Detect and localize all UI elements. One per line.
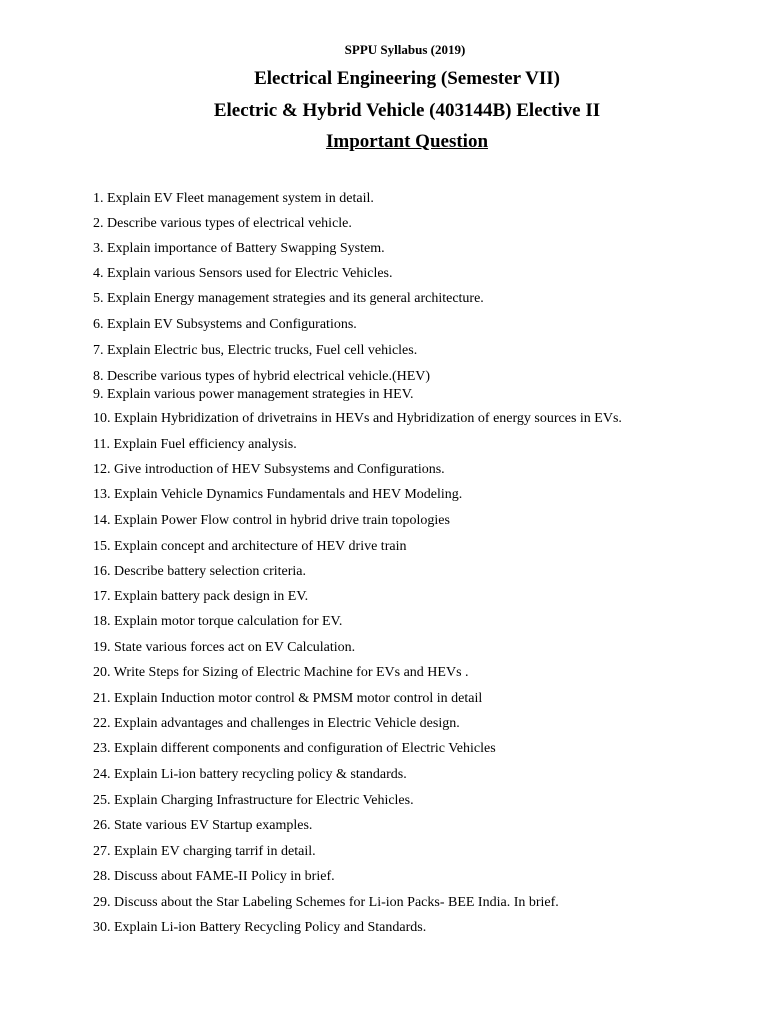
course-title: Electrical Engineering (Semester VII) <box>254 68 560 89</box>
question-item: 27. Explain EV charging tarrif in detail. <box>93 844 316 859</box>
question-item: 25. Explain Charging Infrastructure for Electric Vehicles. <box>93 793 414 808</box>
question-item: 3. Explain importance of Battery Swapping System. <box>93 241 385 256</box>
question-item: 14. Explain Power Flow control in hybrid drive train topologies <box>93 513 450 528</box>
question-item: 12. Give introduction of HEV Subsystems and Configurations. <box>93 462 445 477</box>
question-item: 11. Explain Fuel efficiency analysis. <box>93 437 297 452</box>
section-heading: Important Question <box>325 131 489 152</box>
question-item: 15. Explain concept and architecture of HEV drive train <box>93 539 407 554</box>
question-item: 26. State various EV Startup examples. <box>93 818 313 833</box>
question-item: 23. Explain different components and configuration of Electric Vehicles <box>93 741 496 756</box>
question-item: 9. Explain various power management strategies in HEV. <box>93 387 414 402</box>
question-item: 24. Explain Li-ion battery recycling policy & standards. <box>93 767 407 782</box>
subject-title: Electric & Hybrid Vehicle (403144B) Elective II <box>213 100 601 121</box>
question-item: 22. Explain advantages and challenges in Electric Vehicle design. <box>93 716 460 731</box>
question-item: 30. Explain Li-ion Battery Recycling Policy and Standards. <box>93 920 427 935</box>
question-item: 8. Describe various types of hybrid electrical vehicle.(HEV) <box>93 369 431 384</box>
question-item: 19. State various forces act on EV Calculation. <box>93 640 356 655</box>
syllabus-label: SPPU Syllabus (2019) <box>344 42 466 57</box>
question-item: 6. Explain EV Subsystems and Configurations. <box>93 317 357 332</box>
question-item: 1. Explain EV Fleet management system in detail. <box>93 191 374 206</box>
question-item: 16. Describe battery selection criteria. <box>93 564 307 579</box>
question-item: 29. Discuss about the Star Labeling Schemes for Li-ion Packs- BEE India. In brief. <box>93 895 559 910</box>
question-item: 28. Discuss about FAME-II Policy in brief. <box>93 869 335 884</box>
question-item: 21. Explain Induction motor control & PMSM motor control in detail <box>93 691 483 706</box>
question-item: 5. Explain Energy management strategies and its general architecture. <box>93 291 484 306</box>
question-item: 18. Explain motor torque calculation for EV. <box>93 614 343 629</box>
question-item: 13. Explain Vehicle Dynamics Fundamentals and HEV Modeling. <box>93 487 463 502</box>
question-item: 20. Write Steps for Sizing of Electric Machine for EVs and HEVs . <box>93 665 469 680</box>
question-item: 10. Explain Hybridization of drivetrains in HEVs and Hybridization of energy sources in EVs. <box>93 411 622 426</box>
question-item: 2. Describe various types of electrical vehicle. <box>93 216 352 231</box>
question-item: 7. Explain Electric bus, Electric trucks, Fuel cell vehicles. <box>93 343 418 358</box>
question-item: 4. Explain various Sensors used for Electric Vehicles. <box>93 266 393 281</box>
question-item: 17. Explain battery pack design in EV. <box>93 589 309 604</box>
